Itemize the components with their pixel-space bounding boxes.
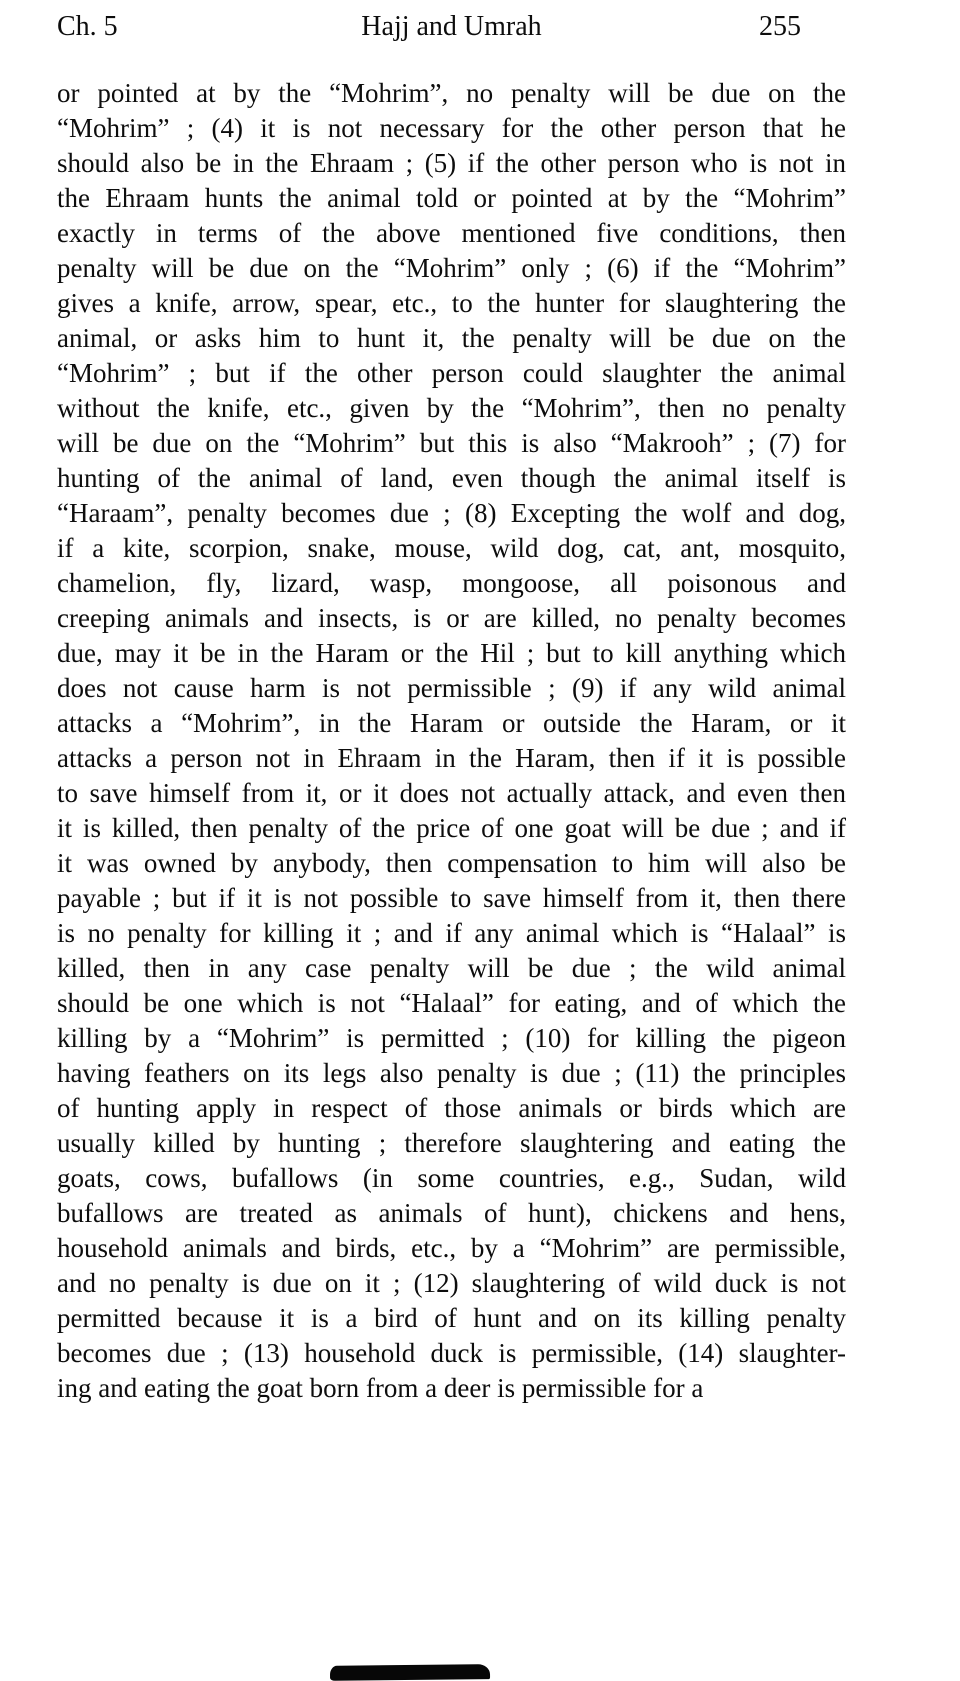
text-line: gives a knife, arrow, spear, etc., to the hunter for slaughtering the	[57, 288, 846, 318]
text-line: payable ; but if it is not possible to save himself from it, then there	[57, 883, 846, 913]
text-line: without the knife, etc., given by the “Mohrim”, then no penalty	[57, 393, 846, 423]
text-line: should be one which is not “Halaal” for eating, and of which the	[57, 988, 846, 1018]
body-text	[57, 76, 846, 1406]
text-line: does not cause harm is not permissible ; (9) if any wild animal	[57, 673, 846, 703]
page-number: 255	[759, 11, 801, 42]
text-line: should also be in the Ehraam ; (5) if the other person who is not in	[57, 148, 846, 178]
text-line: and no penalty is due on it ; (12) slaughtering of wild duck is not	[57, 1268, 846, 1298]
text-line: hunting of the animal of land, even though the animal itself is	[57, 463, 846, 493]
text-line: killing by a “Mohrim” is permitted ; (10) for killing the pigeon	[57, 1023, 846, 1053]
text-line: having feathers on its legs also penalty is due ; (11) the principles	[57, 1058, 846, 1088]
text-line: becomes due ; (13) household duck is permissible, (14) slaughter-	[57, 1338, 846, 1368]
text-line: household animals and birds, etc., by a “Mohrim” are permissible,	[57, 1233, 846, 1263]
text-line: killed, then in any case penalty will be due ; the wild animal	[57, 953, 846, 983]
text-line: bufallows are treated as animals of hunt), chickens and hens,	[57, 1198, 846, 1228]
text-line: it is killed, then penalty of the price of one goat will be due ; and if	[57, 813, 846, 843]
text-line: it was owned by anybody, then compensation to him will also be	[57, 848, 846, 878]
text-line: ing and eating the goat born from a deer is permissible for a	[57, 1373, 704, 1403]
text-line: of hunting apply in respect of those animals or birds which are	[57, 1093, 846, 1123]
text-line: or pointed at by the “Mohrim”, no penalty will be due on the	[57, 78, 846, 108]
text-line: penalty will be due on the “Mohrim” only ; (6) if the “Mohrim”	[57, 253, 846, 283]
text-line: attacks a person not in Ehraam in the Haram, then if it is possible	[57, 743, 846, 773]
text-line: “Haraam”, penalty becomes due ; (8) Excepting the wolf and dog,	[57, 498, 846, 528]
text-line: usually killed by hunting ; therefore slaughtering and eating the	[57, 1128, 846, 1158]
page-title: Hajj and Umrah	[361, 11, 542, 42]
text-line: will be due on the “Mohrim” but this is also “Makrooh” ; (7) for	[57, 428, 846, 458]
text-line: goats, cows, bufallows (in some countries, e.g., Sudan, wild	[57, 1163, 846, 1193]
text-line: “Mohrim” ; but if the other person could slaughter the animal	[57, 358, 846, 388]
chapter-label: Ch. 5	[57, 11, 118, 42]
text-line: if a kite, scorpion, snake, mouse, wild dog, cat, ant, mosquito,	[57, 533, 846, 563]
text-line: due, may it be in the Haram or the Hil ; but to kill anything which	[57, 638, 846, 668]
text-line: creeping animals and insects, is or are killed, no penalty becomes	[57, 603, 846, 633]
text-line: the Ehraam hunts the animal told or pointed at by the “Mohrim”	[57, 183, 846, 213]
text-line: “Mohrim” ; (4) it is not necessary for the other person that he	[57, 113, 846, 143]
text-line: chamelion, fly, lizard, wasp, mongoose, all poisonous and	[57, 568, 846, 598]
text-line: to save himself from it, or it does not actually attack, and even then	[57, 778, 846, 808]
text-line: is no penalty for killing it ; and if any animal which is “Halaal” is	[57, 918, 846, 948]
text-line: attacks a “Mohrim”, in the Haram or outside the Haram, or it	[57, 708, 846, 738]
text-line: permitted because it is a bird of hunt and on its killing penalty	[57, 1303, 846, 1333]
text-line: exactly in terms of the above mentioned five conditions, then	[57, 218, 846, 248]
scan-artifact	[330, 1664, 490, 1681]
page-header	[57, 10, 846, 44]
text-line: animal, or asks him to hunt it, the penalty will be due on the	[57, 323, 846, 353]
